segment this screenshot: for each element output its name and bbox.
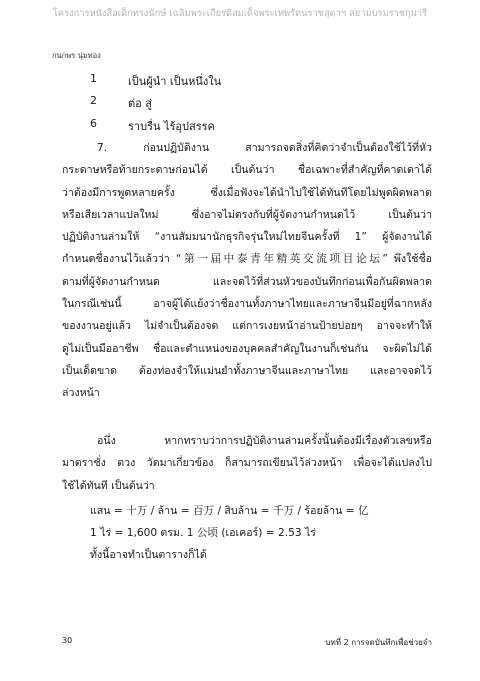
paragraph-line: ปฏิบัติงานล่ามให้ “งานสัมมนานักธุรกิจรุ่นใหม่ไทยจีนครั้งที่ 1” ผู้จัดงานได้ [62,231,432,244]
equation-line: 1 ไร่ = 1,600 ตรม. 1 公顷 (เอเคอร์) = 2.53 ไร่ [90,527,316,539]
list-item-number: 2 [90,94,97,107]
paragraph-line: เป็นเด็ดขาด ต้องท่องจำให้แม่นยำทั้งภาษาจีนและภาษาไทย และอาจจดไว้ [62,364,432,377]
paragraph-line: อนึ่ง หากทราบว่าการปฏิบัติงานล่ามครั้งนั้นต้องมีเรื่องตัวเลขหรือ [97,435,432,447]
list-item-text: เป็นผู้นำ เป็นหนึ่งใน [128,75,222,88]
unit-equivalents [90,500,369,566]
paragraph-line: ในกรณีเช่นนี้ อาจผู้ได้แย้งว่าชื่องานทั้งภาษาไทยและภาษาจีนมีอยู่ที่ฉากหลัง [62,298,432,311]
paragraph-line: ว่าต้องมีการพูดหลายครั้ง ซึ่งเมื่อฟังจะได้นำไปใช้ได้ทันทีโดยไม่พูดผิดพลาด [62,186,432,199]
equation-line: แสน = 十万 / ล้าน = 百万 / สิบล้าน = 千万 / ร้อยล้าน = 亿 [90,505,369,517]
paragraph-item-7 [62,137,432,405]
paragraph-line: หรือเสียเวลาแปลใหม่ ซึ่งอาจไม่ตรงกับที่ผู้จัดงานกำหนดไว้ เป็นต้นว่า [62,208,432,221]
paragraph-line: ของงานอยู่แล้ว ไม่จำเป็นต้องจด แต่การเงยหน้าอ่านป้ายบ่อยๆ อาจจะทำให้ [62,320,432,333]
paragraph-line: 7. ก่อนปฏิบัติงาน สามารถจดสิ่งที่คิดว่าจำเป็นต้องใช้ไว้ที่หัว [97,142,432,154]
paragraph-line: กระดาษหรือท้ายกระดาษก่อนได้ เป็นต้นว่า ชื่อเฉพาะที่สำคัญที่คาดเดาได้ [62,164,432,177]
list-item-text: ราบรื่น ไร้อุปสรรค [128,120,215,133]
equation-line: ทั้งนี้อาจทำเป็นตารางก็ได้ [90,549,207,561]
paragraph-line: ตามที่ผู้จัดงานกำหนด และจดไว้ที่ส่วนหัวของบันทึกก่อนเพื่อกันผิดพลาด [62,275,432,288]
paragraph-numbers [62,430,432,497]
list-item-number: 1 [90,72,97,85]
paragraph-line: ดูไม่เป็นมืออาชีพ ชื่อและตำแหน่งของบุคคลสำคัญในงานก็เช่นกัน จะผิดไม่ได้ [62,342,432,355]
page-number: 30 [62,636,73,645]
list-item-text: ต่อ สู่ [128,97,152,110]
paragraph-line: กำหนดชื่องานไว้แล้วว่า “第一届中泰青年精英交流项目论坛” พึงใช้ชื่อ [62,253,432,266]
paragraph-line: ล่วงหน้า [62,387,100,400]
book-series-header: โครงการหนังสือเด็กทรงนักษ์ เฉลิมพระเกียรติสมเด็จพระเทพรัตนราชสุดาฯ สยามบรมราชกุมารี [52,8,428,19]
list-item-number: 6 [90,117,97,130]
paragraph-line: ใช้ได้ทันที เป็นต้นว่า [62,479,155,492]
paragraph-line: มาตราชั่ง ตวง วัดมาเกี่ยวข้อง ก็สามารถเขียนไว้ล่วงหน้า เพื่อจะได้แปลงไป [62,457,432,470]
chapter-title: บทที่ 2 การจดบันทึกเพื่อช่วยจำ [325,638,432,647]
author-name: กนกพร นุ่มทอง [52,51,101,60]
